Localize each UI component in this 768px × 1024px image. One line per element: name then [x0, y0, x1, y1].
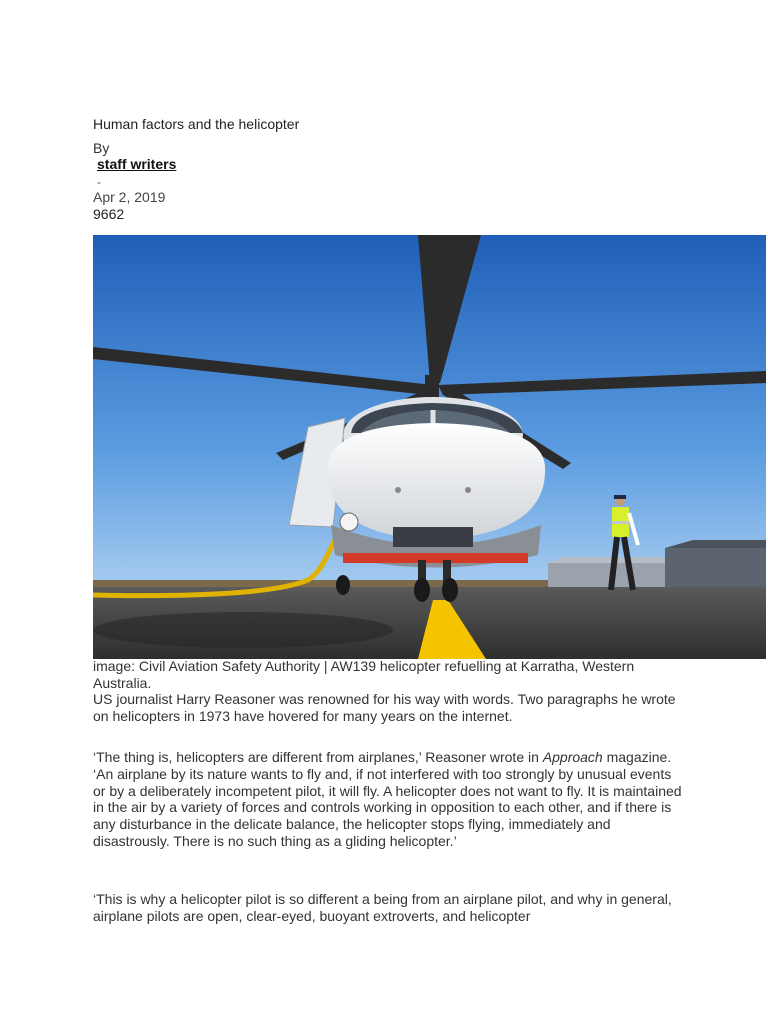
article-title: Human factors and the helicopter [93, 116, 300, 132]
paragraph-2 [93, 749, 683, 850]
byline-label: By [93, 140, 110, 156]
publish-date: Apr 2, 2019 [93, 189, 166, 205]
paragraph-1: US journalist Harry Reasoner was renowned for his way with words. Two paragraphs he wrote on helicopters in 1973 have hovered for many years on the internet. [93, 691, 676, 724]
paragraph-3: ‘This is why a helicopter pilot is so different a being from an airplane pilot, and why in general, airplane pilots are open, clear-eyed, buoyant extroverts, and helicopter [93, 891, 672, 924]
publication-name: Approach [542, 749, 603, 765]
byline-separator: - [97, 175, 101, 189]
image-caption: image: Civil Aviation Safety Authority | AW139 helicopter refuelling at Karratha, Western Australia. [93, 658, 635, 691]
helicopter-photo [93, 235, 766, 659]
author-link[interactable]: staff writers [97, 156, 177, 172]
paragraph-2-lead: ‘The thing is, helicopters are different from airplanes,’ Reasoner wrote in [93, 749, 543, 765]
view-count: 9662 [93, 206, 125, 222]
paragraph-2-rest: magazine. ‘An airplane by its nature wants to fly and, if not interfered with too strongly by unusual events or by a deliberately incompetent pilot, it will fly. A helicopter does not want to fly. It is maintained in the air by a variety of forces and controls working in opposition to each other, and if there is any disturbance in the delicate balance, the helicopter stops flying, immediately and disastrously. There is no such thing as a gliding helicopter.’ [93, 749, 682, 849]
helicopter-photo-illustration [93, 235, 766, 659]
